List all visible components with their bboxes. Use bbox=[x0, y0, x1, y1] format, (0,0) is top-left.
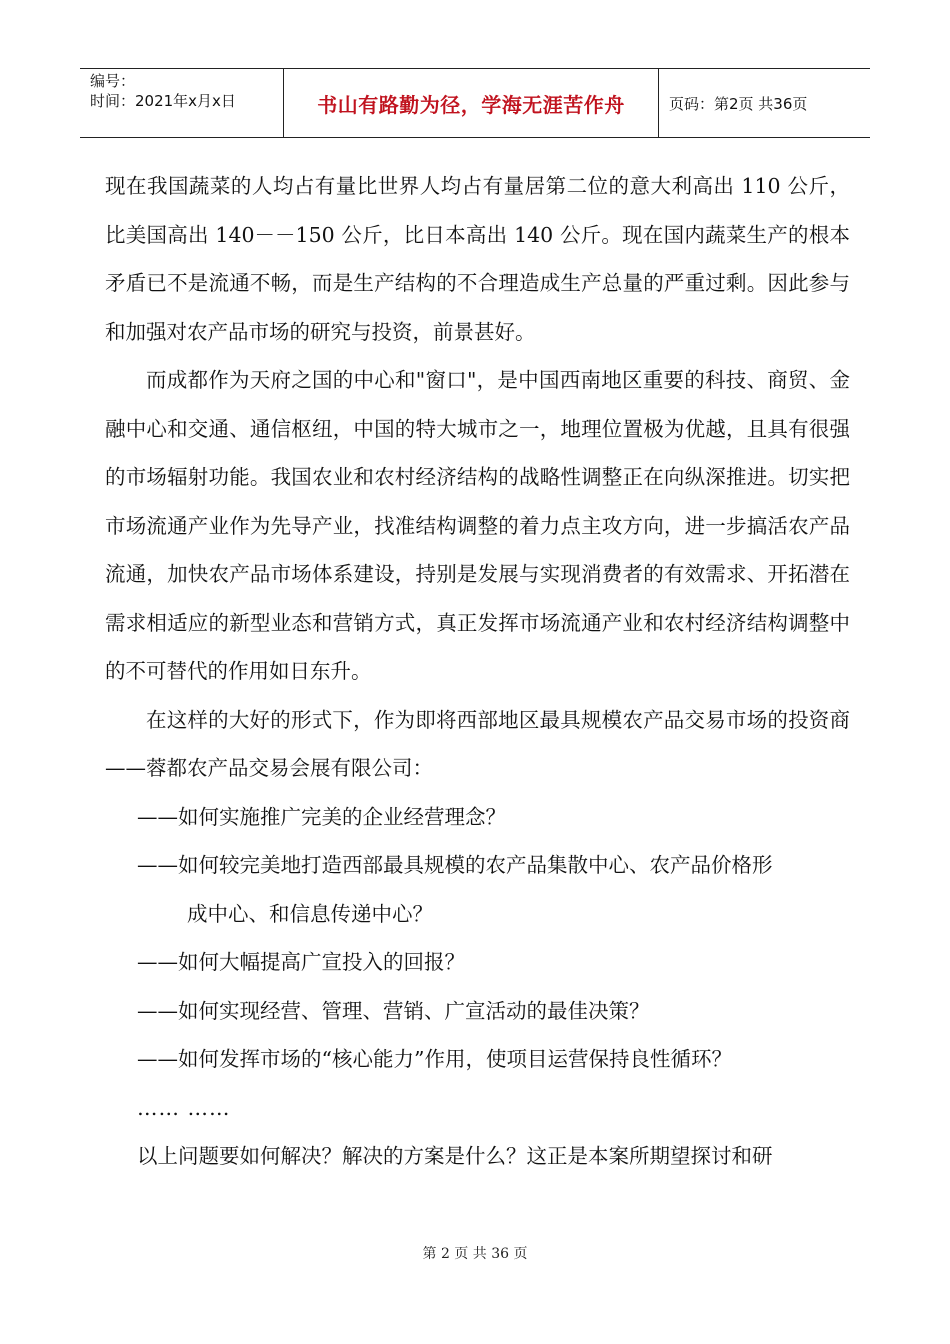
paragraph-vegetable-output: 现在我国蔬菜的人均占有量比世界人均占有量居第二位的意大利高出 110 公斤，比美国高出 140－－150 公斤，比日本高出 140 公斤。现在国内蔬菜生产的根本矛盾已不是流通不畅，而是生产结构的不合理造成生产总量的严重过剩。因此参与和加强对农产品市场的研究与投资，前景甚好。 bbox=[105, 174, 850, 344]
paragraph-chengdu: 而成都作为天府之国的中心和"窗口"，是中国西南地区重要的科技、商贸、金融中心和交通、通信枢纽，中国的特大城市之一，地理位置极为优越，且具有很强的市场辐射功能。我国农业和农村经济结构的战略性调整正在向纵深推进。切实把市场流通产业作为先导产业，找准结构调整的着力点主攻方向，进一步搞活农产品流通，加快农产品市场体系建设，持别是发展与实现消费者的有效需求、开拓潜在需求相适应的新型业态和营销方式，真正发挥市场流通产业和农村经济结构调整中的不可替代的作用如日东升。 bbox=[105, 368, 850, 683]
header-page-info: 页码：第2页 共36页 bbox=[669, 94, 808, 113]
question-item-3: ——如何大幅提高广宣投入的回报？ bbox=[137, 950, 465, 974]
question-item-5: ——如何发挥市场的“核心能力”作用，使项目运营保持良性循环？ bbox=[137, 1047, 732, 1071]
header-time-label: 时间：2021年x月x日 bbox=[90, 92, 236, 110]
closing-line: 以上问题要如何解决？解决的方案是什么？这正是本案所期望探讨和研 bbox=[137, 1144, 773, 1168]
page-footer: 第 2 页 共 36 页 bbox=[422, 1246, 528, 1262]
question-item-2-continued: 成中心、和信息传递中心？ bbox=[187, 901, 433, 926]
document-body bbox=[105, 162, 850, 1181]
question-item-1: ——如何实施推广完美的企业经营理念？ bbox=[137, 804, 506, 829]
header-motto: 书山有路勤为径，学海无涯苦作舟 bbox=[284, 69, 659, 137]
header-number-label: 编号： bbox=[90, 72, 136, 90]
document-header bbox=[80, 68, 870, 138]
question-item-2: ——如何较完美地打造西部最具规模的农产品集散中心、农产品价格形 bbox=[137, 853, 773, 877]
ellipsis-line: …… …… bbox=[137, 1095, 231, 1120]
question-item-4: ——如何实现经营、管理、营销、广宣活动的最佳决策？ bbox=[137, 998, 650, 1023]
paragraph-investor: 在这样的大好的形式下，作为即将西部地区最具规模农产品交易市场的投资商——蓉都农产品交易会展有限公司： bbox=[105, 707, 850, 780]
header-meta bbox=[80, 69, 284, 137]
